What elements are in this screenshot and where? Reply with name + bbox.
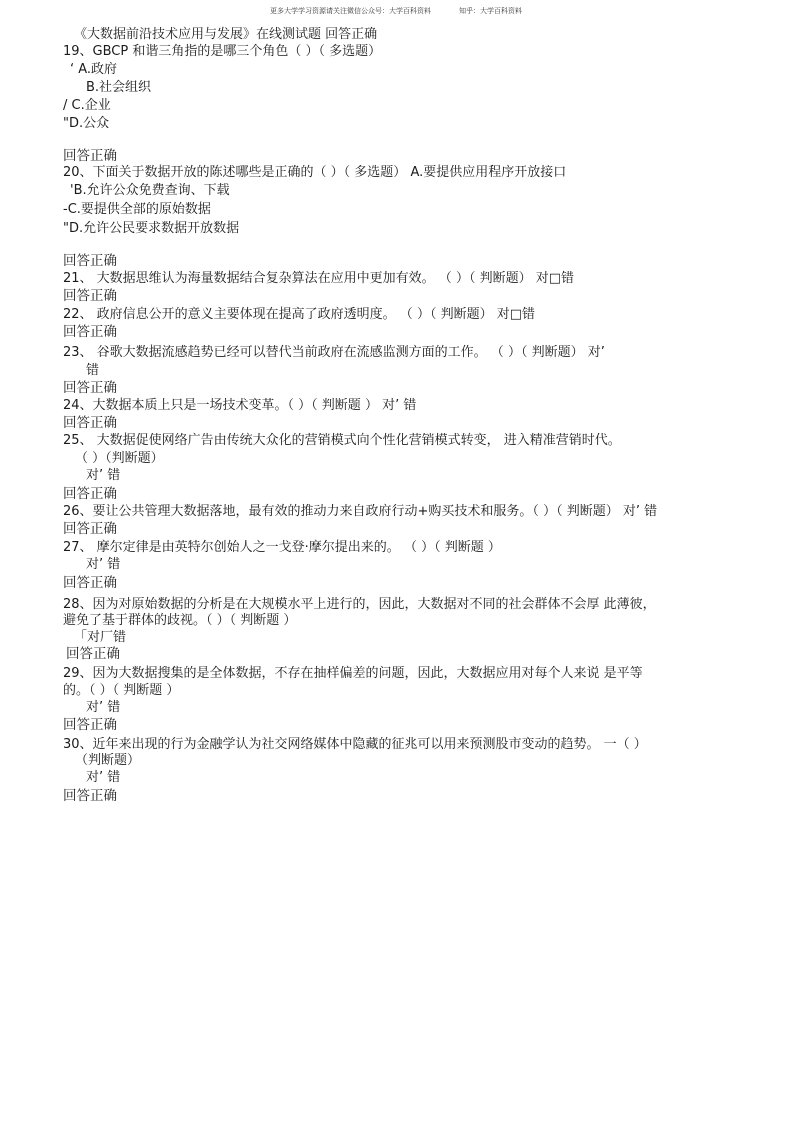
page-header (0, 6, 792, 16)
answer-status: 回答正确 (63, 380, 117, 395)
question-20: 20、下面关于数据开放的陈述哪些是正确的（ ）（ 多选题） A.要提供应用程序开放接口 (63, 165, 567, 180)
question-21: 21、 大数据思维认为海量数据结合复杂算法在应用中更加有效。 （ ）（ 判断题） 对□错 (63, 271, 574, 286)
question-27: 27、 摩尔定律是由英特尔创始人之一戈登·摩尔提出来的。 （ ）（ 判断题 ） (63, 540, 501, 555)
question-30: 30、近年来出现的行为金融学认为社交网络媒体中隐藏的征兆可以用来预测股市变动的趋势。 一（ ） (63, 737, 647, 752)
answer-status: 回答正确 (63, 148, 117, 163)
answer-status: 回答正确 (63, 486, 117, 501)
question-25-options: 对’ 错 (86, 468, 121, 483)
answer-status: 回答正确 (63, 521, 117, 536)
question-22: 22、 政府信息公开的意义主要体现在提高了政府透明度。 （ ）（ 判断题） 对□错 (63, 307, 535, 322)
question-24: 24、大数据本质上只是一场技术变革。（ ）（ 判断题 ） 对’ 错 (63, 398, 417, 413)
question-27-options: 对’ 错 (86, 557, 121, 572)
option-20-b: 'B.允许公众免费查询、下载 (70, 183, 230, 198)
question-29-options: 对’ 错 (86, 700, 121, 715)
question-28-continued: 避免了基于群体的歧视。（ ）（ 判断题 ） (63, 613, 297, 628)
option-19-a: ‘ A.政府 (70, 62, 118, 77)
question-23: 23、 谷歌大数据流感趋势已经可以替代当前政府在流感监测方面的工作。 （ ）（ 判断题） 对’ (63, 345, 605, 360)
answer-status: 回答正确 (66, 646, 120, 661)
question-19: 19、GBCP 和谐三角指的是哪三个角色（ ）（ 多选题） (63, 44, 382, 59)
question-23-options-continued: 错 (86, 363, 100, 378)
answer-status: 回答正确 (63, 575, 117, 590)
header-right-text: 知乎：大学百科资料 (459, 7, 522, 15)
answer-status: 回答正确 (63, 324, 117, 339)
question-25: 25、 大数据促使网络广告由传统大众化的营销模式向个性化营销模式转变， 进入精准营销时代。 (63, 433, 621, 448)
question-28: 28、因为对原始数据的分析是在大规模水平上进行的，因此，大数据对不同的社会群体不会厚 此薄彼， (63, 597, 656, 612)
question-26: 26、要让公共管理大数据落地，最有效的推动力来自政府行动+购买技术和服务。（ ）（ 判断题） 对’ 错 (63, 504, 658, 519)
document-title-line: 《大数据前沿技术应用与发展》在线测试题 回答正确 (74, 27, 378, 42)
answer-status: 回答正确 (63, 288, 117, 303)
question-29-continued: 的。（ ）（ 判断题 ） (63, 683, 180, 698)
question-29: 29、因为大数据搜集的是全体数据，不存在抽样偏差的问题，因此，大数据应用对每个人来说 是平等 (63, 666, 643, 681)
question-25-type: （ ）（判断题） (75, 451, 164, 466)
option-19-d: "D.公众 (63, 116, 110, 131)
option-19-b: B.社会组织 (86, 80, 152, 95)
answer-status: 回答正确 (63, 717, 117, 732)
question-28-options: 「对厂错 (74, 630, 127, 645)
question-30-options: 对’ 错 (86, 770, 121, 785)
option-20-d: "D.允许公民要求数据开放数据 (63, 221, 240, 236)
answer-status: 回答正确 (63, 415, 117, 430)
option-20-c: -C.要提供全部的原始数据 (63, 202, 211, 217)
header-left-text: 更多大学学习资源请关注微信公众号：大学百科资料 (270, 7, 431, 15)
answer-status: 回答正确 (63, 253, 117, 268)
question-30-type: （判断题） (75, 753, 141, 768)
option-19-c: / C.企业 (63, 98, 111, 113)
answer-status: 回答正确 (63, 788, 117, 803)
